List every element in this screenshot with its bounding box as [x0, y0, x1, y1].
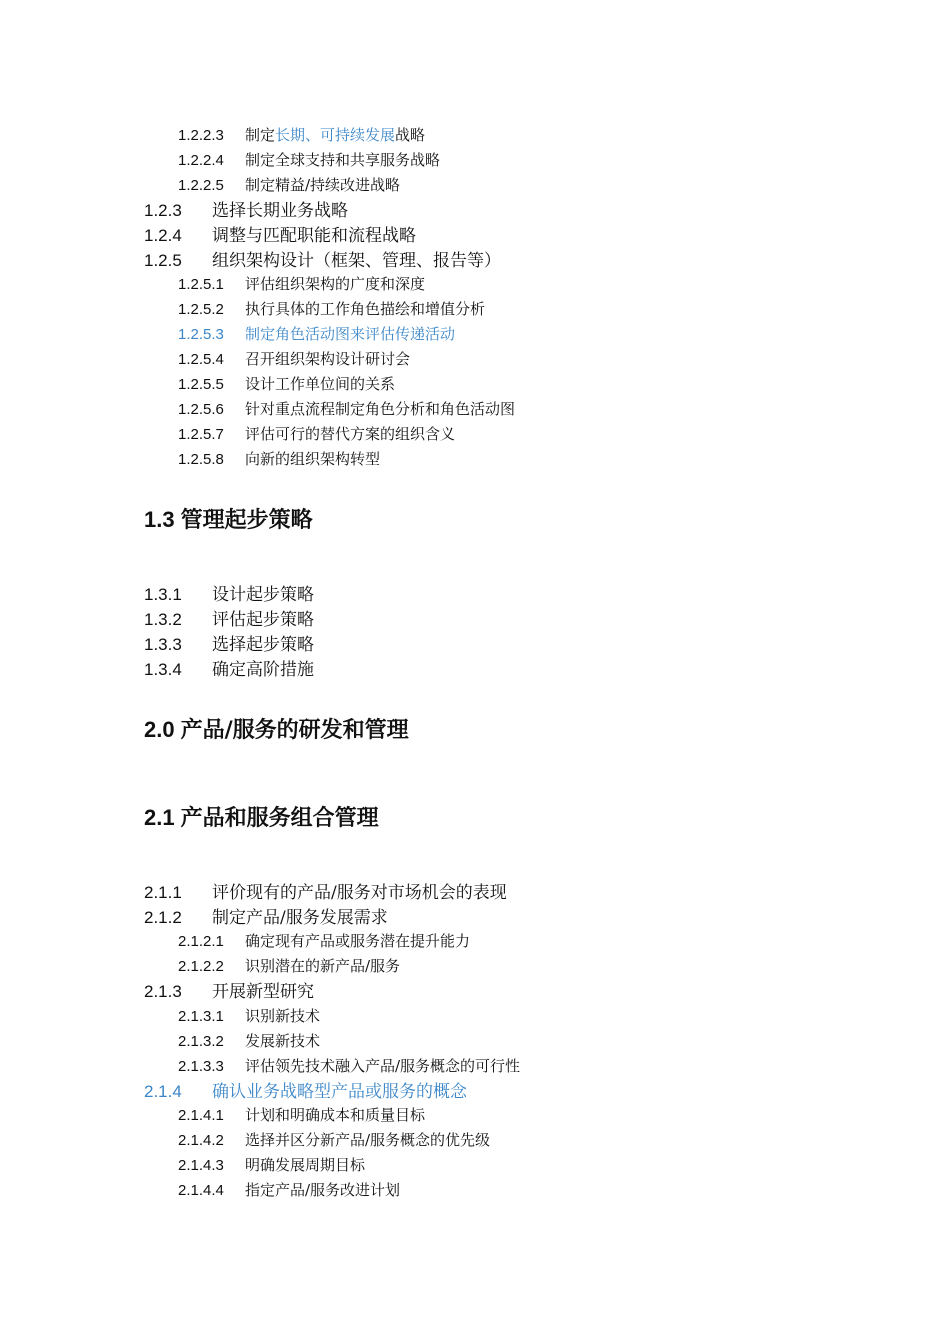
toc-text: 选择并区分新产品/服务概念的优先级 — [245, 1131, 491, 1149]
toc-number: 1.2.5.1 — [178, 276, 224, 293]
toc-item-1-2-2-3 — [178, 128, 425, 143]
toc-item-1-3-4 — [144, 661, 314, 679]
toc-link[interactable]: 制定角色活动图来评估传递活动 — [245, 325, 456, 343]
toc-text: 确定现有产品或服务潜在提升能力 — [245, 932, 471, 950]
toc-number: 1.2.5.4 — [178, 351, 224, 368]
toc-number: 1.3.4 — [144, 660, 182, 679]
heading-text: 管理起步策略 — [180, 508, 313, 533]
toc-text: 指定产品/服务改进计划 — [245, 1181, 401, 1199]
toc-item-1-2-5-8 — [178, 452, 380, 467]
toc-text: 针对重点流程制定角色分析和角色活动图 — [245, 400, 516, 418]
toc-number: 1.2.5.3 — [178, 326, 224, 343]
toc-item-2-1-4-4 — [178, 1183, 400, 1198]
toc-number: 1.2.3 — [144, 201, 182, 220]
toc-text: 制定全球支持和共享服务战略 — [245, 151, 441, 169]
toc-item-1-2-5-4 — [178, 352, 410, 367]
toc-item-2-1-4[interactable] — [144, 1083, 467, 1101]
toc-text: 调整与匹配职能和流程战略 — [212, 226, 416, 246]
toc-text: 评价现有的产品/服务对市场机会的表现 — [212, 883, 507, 903]
toc-number: 1.2.5.7 — [178, 426, 224, 443]
toc-item-2-1-4-3 — [178, 1158, 365, 1173]
toc-link[interactable]: 确认业务战略型产品或服务的概念 — [212, 1082, 467, 1102]
toc-text: 识别潜在的新产品/服务 — [245, 957, 401, 975]
heading-text: 产品和服务组合管理 — [180, 806, 379, 831]
toc-text: 选择长期业务战略 — [212, 201, 348, 221]
toc-number: 2.1.4.4 — [178, 1182, 224, 1199]
toc-item-1-3-3 — [144, 636, 314, 654]
toc-number: 2.1.2.1 — [178, 933, 224, 950]
toc-number: 1.2.5 — [144, 251, 182, 270]
toc-item-2-1-3-1 — [178, 1009, 320, 1024]
toc-text: 发展新技术 — [245, 1032, 321, 1050]
toc-number: 1.2.5.2 — [178, 301, 224, 318]
toc-number: 1.3.3 — [144, 635, 182, 654]
toc-number: 1.3.2 — [144, 610, 182, 629]
toc-item-1-2-4 — [144, 227, 416, 245]
toc-item-2-1-4-2 — [178, 1133, 490, 1148]
toc-item-2-1-3-3 — [178, 1059, 520, 1074]
toc-item-2-1-1 — [144, 884, 507, 902]
toc-text: 制定精益/持续改进战略 — [245, 176, 401, 194]
section-heading-1-3 — [144, 509, 313, 532]
toc-number: 2.1.4.1 — [178, 1107, 224, 1124]
toc-number: 1.2.5.5 — [178, 376, 224, 393]
toc-text: 选择起步策略 — [212, 635, 314, 655]
section-heading-2-0 — [144, 719, 409, 742]
toc-number: 2.1.4.3 — [178, 1157, 224, 1174]
toc-number: 1.2.2.5 — [178, 177, 224, 194]
toc-text: 制定长期、可持续发展战略 — [245, 126, 426, 144]
toc-number: 2.1.3.2 — [178, 1033, 224, 1050]
toc-item-1-2-2-5 — [178, 178, 400, 193]
toc-number: 2.1.1 — [144, 883, 182, 902]
toc-item-1-3-1 — [144, 586, 314, 604]
toc-item-1-2-5-5 — [178, 377, 395, 392]
toc-text: 召开组织架构设计研讨会 — [245, 350, 411, 368]
toc-item-1-2-2-4 — [178, 153, 440, 168]
toc-item-1-2-3 — [144, 202, 348, 220]
toc-item-1-2-5-7 — [178, 427, 455, 442]
toc-text: 明确发展周期目标 — [245, 1156, 366, 1174]
toc-item-2-1-3 — [144, 983, 314, 1001]
toc-item-2-1-4-1 — [178, 1108, 425, 1123]
toc-text: 评估可行的替代方案的组织含义 — [245, 425, 456, 443]
toc-item-1-2-5-2 — [178, 302, 485, 317]
toc-text: 组织架构设计（框架、管理、报告等） — [212, 251, 501, 271]
heading-text: 产品/服务的研发和管理 — [180, 718, 409, 743]
toc-item-2-1-2 — [144, 909, 388, 927]
toc-text: 评估组织架构的广度和深度 — [245, 275, 426, 293]
heading-number: 2.1 — [144, 805, 175, 830]
heading-number: 2.0 — [144, 717, 175, 742]
toc-item-1-2-5 — [144, 252, 501, 270]
toc-number: 2.1.2.2 — [178, 958, 224, 975]
toc-text: 评估起步策略 — [212, 610, 314, 630]
toc-number: 1.2.5.6 — [178, 401, 224, 418]
toc-number: 2.1.3.1 — [178, 1008, 224, 1025]
toc-item-1-2-5-3[interactable] — [178, 327, 455, 342]
heading-number: 1.3 — [144, 507, 175, 532]
toc-text: 执行具体的工作角色描绘和增值分析 — [245, 300, 486, 318]
toc-text: 设计工作单位间的关系 — [245, 375, 396, 393]
section-heading-2-1 — [144, 807, 379, 830]
toc-number: 2.1.3 — [144, 982, 182, 1001]
toc-number: 1.2.2.4 — [178, 152, 224, 169]
toc-text: 评估领先技术融入产品/服务概念的可行性 — [245, 1057, 521, 1075]
toc-number: 1.2.4 — [144, 226, 182, 245]
toc-number: 1.2.2.3 — [178, 127, 224, 144]
toc-text: 设计起步策略 — [212, 585, 314, 605]
toc-number: 2.1.3.3 — [178, 1058, 224, 1075]
toc-link[interactable]: 长期、可持续发展 — [275, 126, 396, 144]
toc-number: 2.1.2 — [144, 908, 182, 927]
toc-item-1-2-5-1 — [178, 277, 425, 292]
toc-item-1-3-2 — [144, 611, 314, 629]
toc-number: 2.1.4.2 — [178, 1132, 224, 1149]
toc-text: 制定产品/服务发展需求 — [212, 908, 388, 928]
toc-number: 1.2.5.8 — [178, 451, 224, 468]
toc-item-2-1-2-2 — [178, 959, 400, 974]
toc-text: 确定高阶措施 — [212, 660, 314, 680]
toc-item-2-1-3-2 — [178, 1034, 320, 1049]
toc-item-2-1-2-1 — [178, 934, 470, 949]
toc-number: 2.1.4 — [144, 1082, 182, 1101]
toc-text: 向新的组织架构转型 — [245, 450, 381, 468]
toc-text: 计划和明确成本和质量目标 — [245, 1106, 426, 1124]
toc-number: 1.3.1 — [144, 585, 182, 604]
toc-item-1-2-5-6 — [178, 402, 515, 417]
toc-text: 识别新技术 — [245, 1007, 321, 1025]
toc-text: 开展新型研究 — [212, 982, 314, 1002]
